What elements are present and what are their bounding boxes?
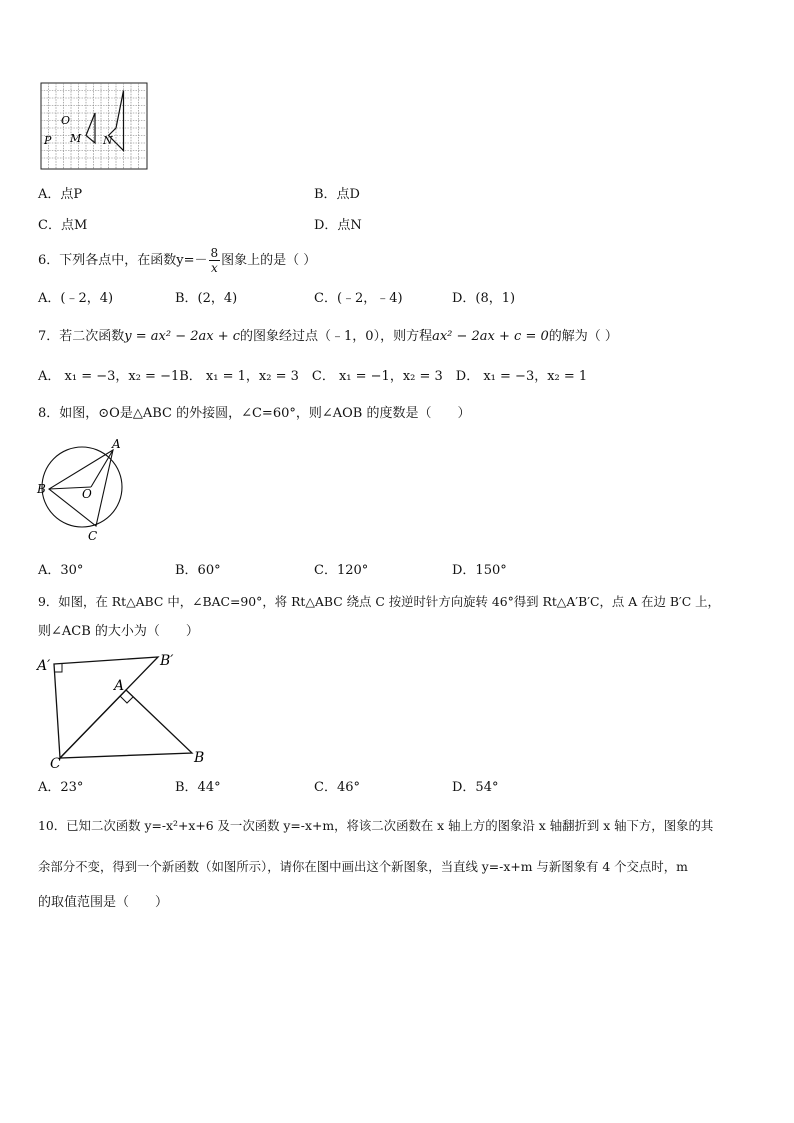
q5-option-b[interactable]: B．点D: [314, 187, 360, 202]
q7-stem-3: 的解为（ ）: [548, 329, 618, 344]
label-P: P: [44, 134, 52, 147]
q7-options[interactable]: A． x₁ = −3，x₂ = −1B． x₁ = 1，x₂ = 3 C． x₁ = −1，x₂ = 3 D． x₁ = −3，x₂ = 1: [38, 369, 588, 384]
label-O: O: [82, 487, 92, 501]
q5-option-d[interactable]: D．点N: [314, 218, 362, 233]
q8-circle-figure: [34, 436, 130, 544]
q9-stem-line2: 则∠ACB 的大小为（ ）: [38, 624, 199, 639]
label-C: C: [50, 756, 61, 770]
q8-option-a[interactable]: A．30°: [38, 563, 84, 578]
label-B: B: [194, 750, 205, 766]
q10-line1: 10．已知二次函数 y=-x²+x+6 及一次函数 y=-x+m，将该二次函数在 x 轴上方的图象沿 x 轴翻折到 x 轴下方，图象的其: [38, 818, 714, 833]
q8-option-b[interactable]: B．60°: [175, 563, 221, 578]
q10-line3: 的取值范围是（ ）: [38, 895, 169, 910]
q5-option-c[interactable]: C．点M: [38, 218, 88, 233]
q9-option-b[interactable]: B．44°: [175, 780, 221, 795]
q6-stem-after: 图象上的是（ ）: [221, 253, 317, 268]
label-O: O: [61, 114, 71, 127]
label-A-prime: A′: [37, 658, 51, 674]
triangle-a1b1c: [54, 657, 158, 758]
q6-fraction: [209, 246, 221, 275]
q6-option-d[interactable]: D．(8，1): [452, 291, 516, 306]
q6-frac-den: x: [210, 261, 218, 275]
label-M: M: [70, 132, 82, 145]
q6-option-a[interactable]: A．(﹣2，4): [38, 291, 114, 306]
label-A: A: [112, 437, 121, 451]
q9-rotation-figure: [34, 648, 214, 770]
label-B-prime: B′: [160, 653, 174, 669]
label-A: A: [114, 678, 125, 694]
q9-stem-line1: 9．如图，在 Rt△ABC 中，∠BAC=90°，将 Rt△ABC 绕点 C 按逆时针方向旋转 46°得到 Rt△A′B′C，点 A 在边 B′C 上，: [38, 594, 720, 609]
q6-option-b[interactable]: B．(2，4): [175, 291, 238, 306]
label-C: C: [88, 529, 98, 543]
q7-stem-2: 的图象经过点（﹣1，0），则方程: [240, 329, 433, 344]
q7-function: y = ax² − 2ax + c: [124, 329, 241, 344]
q5-option-a[interactable]: A．点P: [38, 187, 83, 202]
q8-option-c[interactable]: C．120°: [314, 563, 369, 578]
segment-oa: [91, 450, 113, 487]
q8-option-d[interactable]: D．150°: [452, 563, 507, 578]
q8-stem: 8．如图，⊙O是△ABC 的外接圆，∠C=60°，则∠AOB 的度数是（ ）: [38, 406, 471, 421]
q7-equation: ax² − 2ax + c = 0: [432, 329, 549, 344]
q7-stem-1: 7．若二次函数: [38, 329, 125, 344]
q6-frac-num: 8: [210, 246, 219, 260]
triangle-abc: [60, 690, 192, 758]
q9-option-a[interactable]: A．23°: [38, 780, 84, 795]
q10-line2: 余部分不变，得到一个新函数（如图所示），请你在图中画出这个新图象，当直线 y=-x+m 与新图象有 4 个交点时，m: [38, 859, 688, 874]
q9-option-d[interactable]: D．54°: [452, 780, 499, 795]
q7-stem: [38, 328, 618, 346]
right-angle-mark-a: [120, 696, 133, 703]
label-B: B: [37, 482, 46, 496]
q5-grid-figure: [40, 82, 148, 170]
q6-stem: [38, 246, 316, 275]
grid-lines: [41, 83, 147, 169]
q6-option-c[interactable]: C．(﹣2，﹣4): [314, 291, 403, 306]
label-N: N: [103, 134, 113, 147]
right-angle-mark-a1: [54, 664, 62, 672]
q6-stem-before: 6．下列各点中，在函数y=－: [38, 253, 208, 268]
q9-option-c[interactable]: C．46°: [314, 780, 360, 795]
